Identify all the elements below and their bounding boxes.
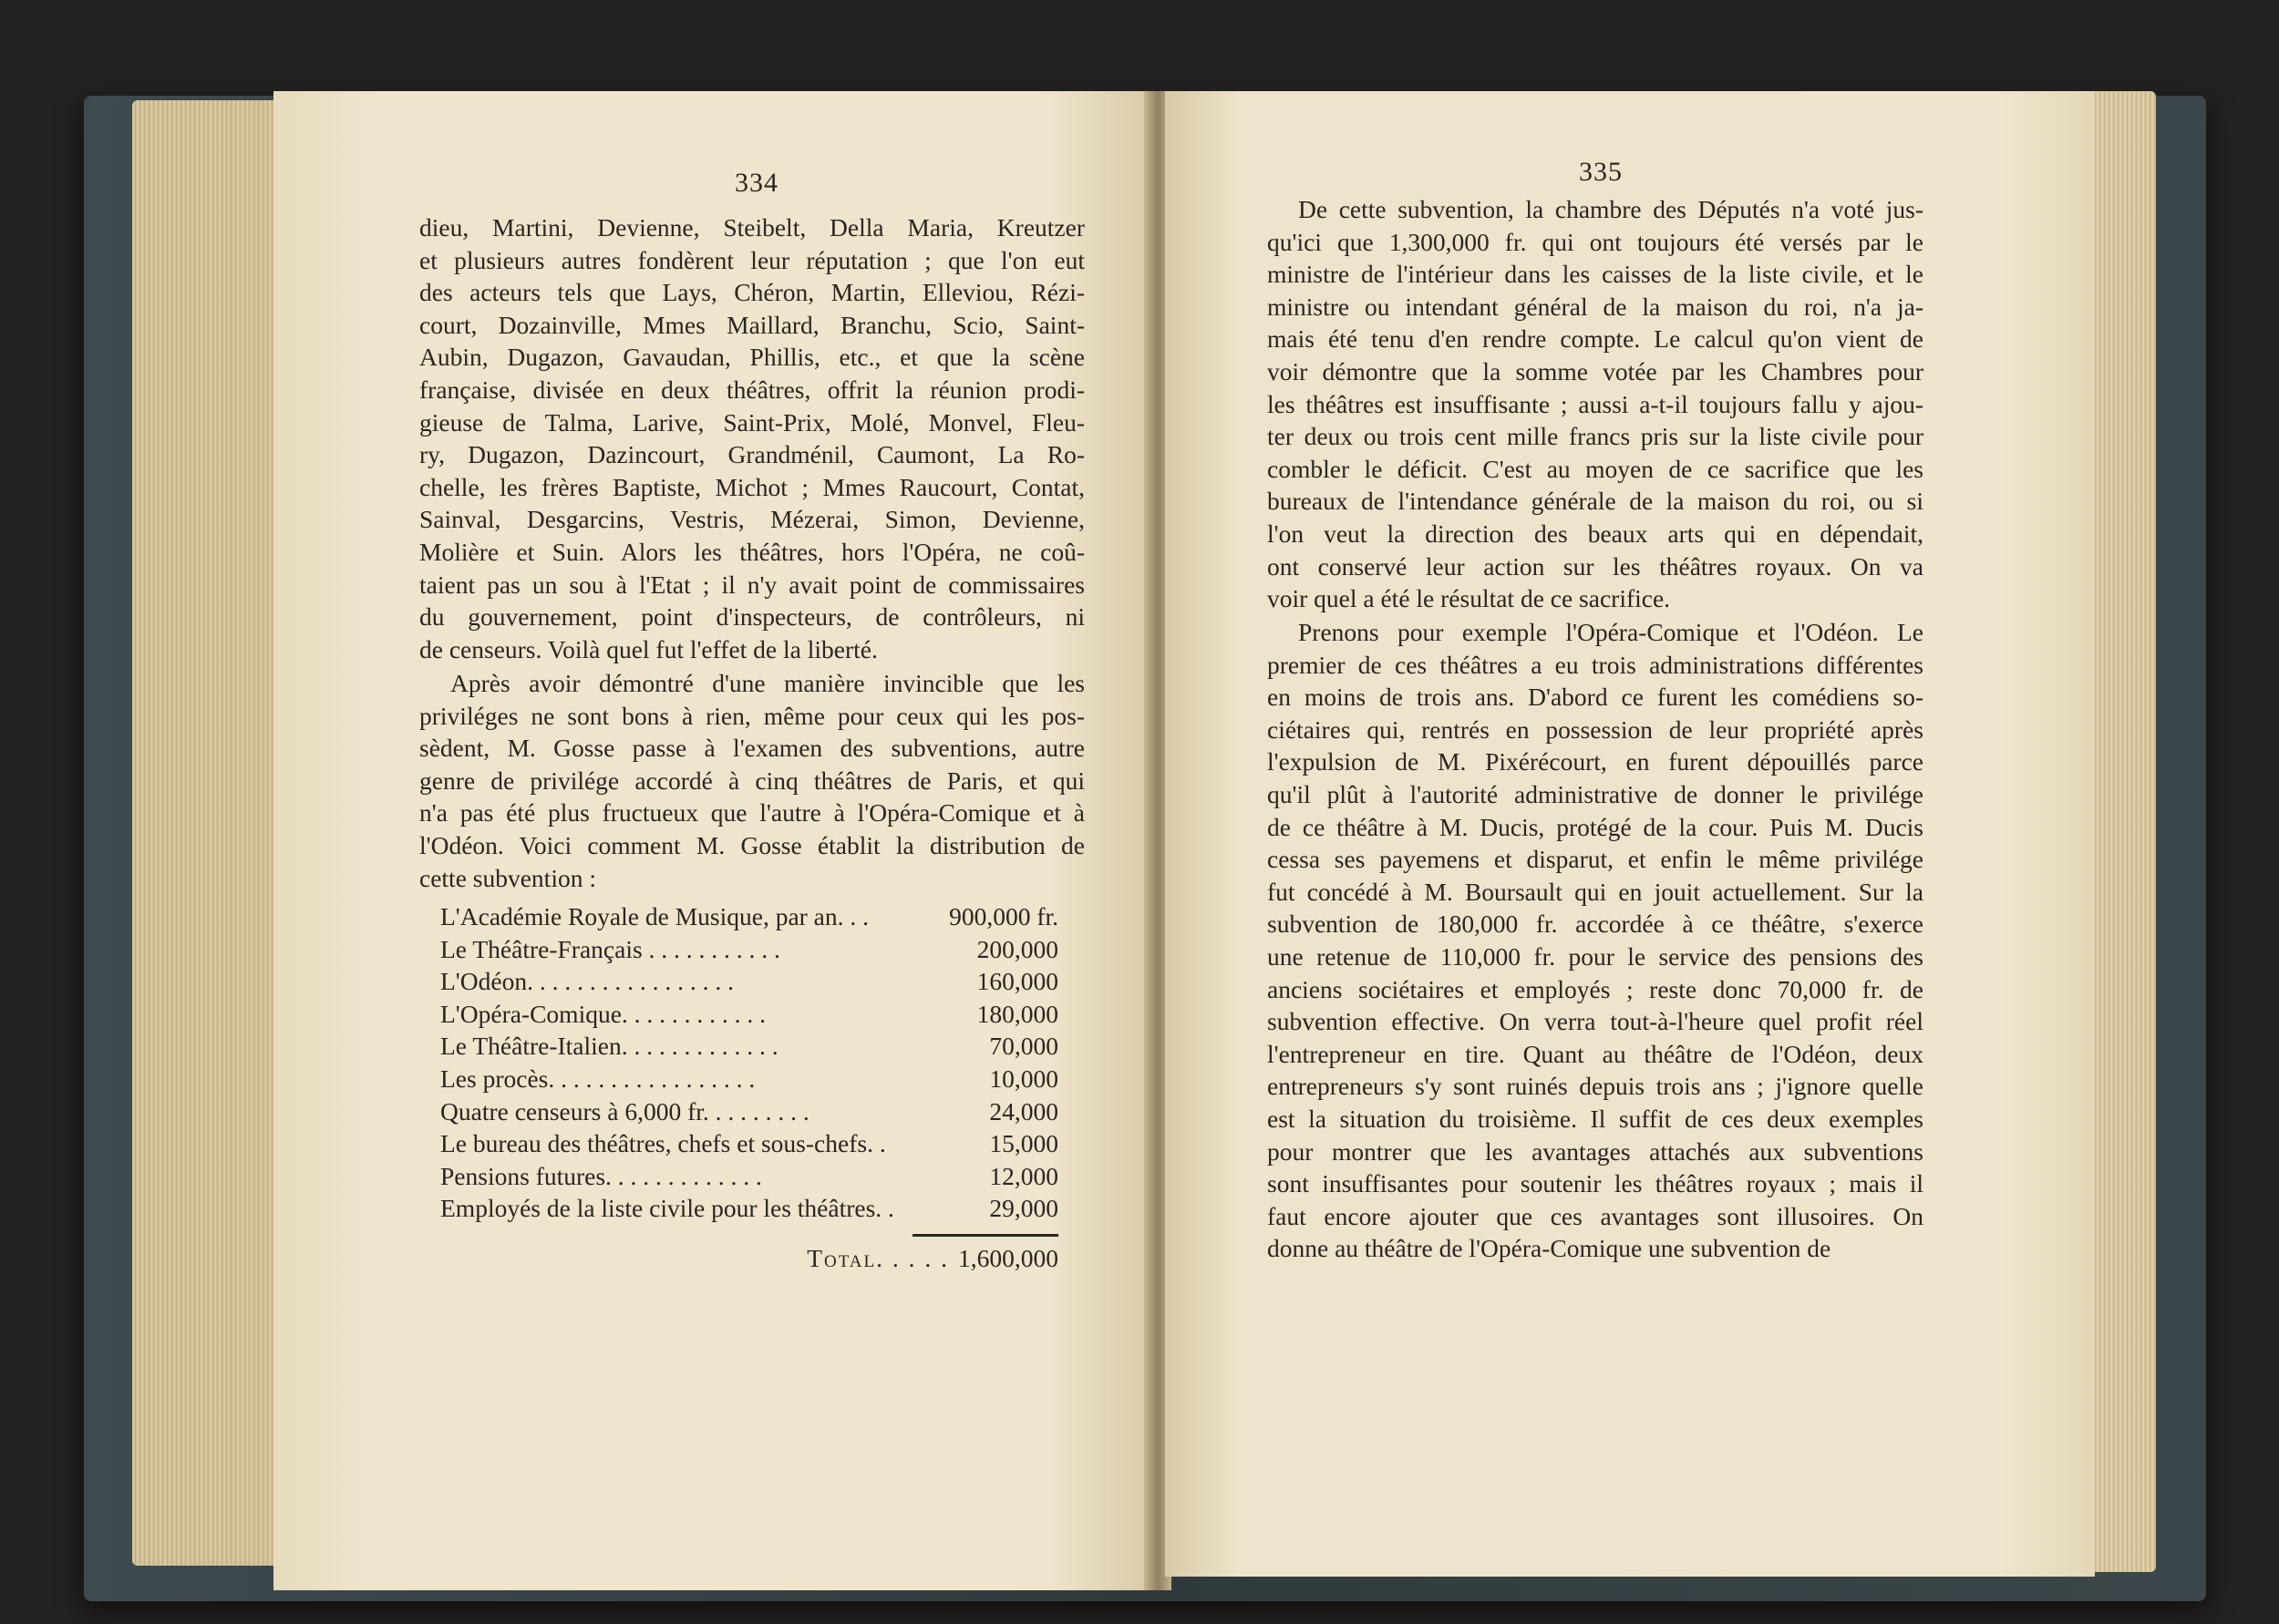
text-line: du gouvernement, point d'inspecteurs, de contrôleurs, ni — [419, 602, 1085, 632]
text-line: taient pas un sou à l'Etat ; il n'y avait point de commissaires — [419, 570, 1085, 599]
text-line: ministre de l'intérieur dans les caisses de la liste civile, et le — [1267, 260, 1923, 289]
table-row-amount: 200,000 — [976, 934, 1058, 963]
table-row-label: Employés de la liste civile pour les théâtres. . — [440, 1194, 894, 1223]
text-line: Aubin, Dugazon, Gavaudan, Phillis, etc., et que la scène — [419, 343, 1085, 372]
table-row-label: L'Opéra-Comique. . . . . . . . . . . . — [440, 999, 767, 1028]
text-line: gieuse de Talma, Larive, Saint-Prix, Molé, Monvel, Fleu- — [419, 407, 1085, 437]
text-line: une retenue de 110,000 fr. pour le service des pensions des — [1267, 941, 1923, 971]
text-line: donne au théâtre de l'Opéra-Comique une subvention de — [1267, 1234, 1831, 1263]
table-row-amount: 10,000 — [989, 1064, 1058, 1093]
text-line: dieu, Martini, Devienne, Steibelt, Della Maria, Kreutzer — [419, 213, 1085, 242]
table-row — [440, 965, 1058, 998]
text-line: ry, Dugazon, Dazincourt, Grandménil, Caumont, La Ro- — [419, 440, 1085, 469]
table-row-amount: 15,000 — [989, 1129, 1058, 1158]
text-line: subvention de 180,000 fr. accordée à ce théâtre, s'exerce — [1267, 910, 1923, 939]
total-row — [440, 1242, 1058, 1275]
table-row — [440, 998, 1058, 1031]
text-line: Après avoir démontré d'une manière invincible que les — [450, 669, 1085, 697]
text-line: Sainval, Desgarcins, Vestris, Mézerai, Simon, Devienne, — [419, 505, 1085, 534]
table-row-label: Le bureau des théâtres, chefs et sous-chefs. . — [440, 1129, 886, 1158]
left-page — [273, 91, 1150, 1590]
right-page-edges — [2088, 91, 2156, 1572]
table-row-amount: 900,000 fr. — [949, 902, 1058, 930]
total-rule — [913, 1234, 1058, 1237]
text-line: premier de ces théâtres a eu trois administrations différentes — [1267, 650, 1923, 679]
text-line: Molière et Suin. Alors les théâtres, hors l'Opéra, ne coû- — [419, 537, 1085, 566]
table-row-amount: 180,000 — [976, 999, 1058, 1028]
table-row — [440, 1030, 1058, 1063]
text-line: bureaux de l'intendance générale de la maison du roi, ou si — [1267, 487, 1923, 516]
text-line: ministre ou intendant général de la maison du roi, n'a ja- — [1267, 292, 1923, 321]
text-line: des acteurs tels que Lays, Chéron, Martin, Elleviou, Rézi- — [419, 278, 1085, 307]
text-line: ter deux ou trois cent mille francs pris sur la liste civile pour — [1267, 422, 1923, 451]
text-line: subvention effective. On verra tout-à-l'heure quel profit réel — [1267, 1007, 1923, 1036]
table-row — [440, 1063, 1058, 1095]
table-row-label: Quatre censeurs à 6,000 fr. . . . . . . . . — [440, 1096, 810, 1125]
table-row — [440, 1095, 1058, 1128]
text-line: l'Odéon. Voici comment M. Gosse établit la distribution de — [419, 830, 1085, 859]
right-page — [1165, 91, 2095, 1577]
table-row-amount: 29,000 — [989, 1194, 1058, 1223]
total-amount: 1,600,000 — [958, 1243, 1058, 1272]
text-line: qu'ici que 1,300,000 fr. qui ont toujours été versés par le — [1267, 227, 1923, 256]
text-line: qu'il plût à l'autorité administrative de donner le privilége — [1267, 779, 1923, 808]
table-row-label: L'Odéon. . . . . . . . . . . . . . . . . — [440, 967, 734, 996]
text-line: sont insuffisantes pour soutenir les théâtres royaux ; mais il — [1267, 1169, 1923, 1198]
text-line: combler le déficit. C'est au moyen de ce sacrifice que les — [1267, 454, 1923, 483]
text-line: priviléges ne sont bons à rien, même pour ceux qui les pos- — [419, 701, 1085, 730]
table-row-amount: 24,000 — [989, 1096, 1058, 1125]
text-line: française, divisée en deux théâtres, offrit la réunion prodi- — [419, 375, 1085, 404]
text-line: est la situation du troisième. Il suffit de ces deux exemples — [1267, 1104, 1923, 1133]
right-page-number: 335 — [1579, 157, 1623, 187]
text-line: ciétaires qui, rentrés en possession de leur propriété après — [1267, 714, 1923, 744]
text-line: anciens sociétaires et employés ; reste donc 70,000 fr. de — [1267, 974, 1923, 1003]
text-line: sèdent, M. Gosse passe à l'examen des subventions, autre — [419, 734, 1085, 763]
right-paragraph-1 — [1267, 193, 1923, 615]
text-line: l'on veut la direction des beaux arts qui en dépendait, — [1267, 519, 1923, 548]
text-line: voir démontre que la somme votée par les Chambres pour — [1267, 356, 1923, 385]
table-row-amount: 12,000 — [989, 1161, 1058, 1190]
table-row-label: Le Théâtre-Italien. . . . . . . . . . . . . — [440, 1032, 779, 1061]
text-line: de censeurs. Voilà quel fut l'effet de la liberté. — [419, 634, 878, 663]
subvention-table — [440, 900, 1058, 1275]
text-line: les théâtres est insuffisante ; aussi a-t-il toujours fallu y ajou- — [1267, 389, 1923, 418]
total-label: Total. . . . . — [807, 1243, 949, 1272]
text-line: de ce théâtre à M. Ducis, protégé de la cour. Puis M. Ducis — [1267, 812, 1923, 841]
text-line: fut concédé à M. Boursault qui en jouit actuellement. Sur la — [1267, 877, 1923, 906]
left-paragraph-1 — [419, 211, 1085, 665]
left-page-number: 334 — [735, 168, 779, 198]
table-row — [440, 933, 1058, 966]
table-row-label: Les procès. . . . . . . . . . . . . . . . . — [440, 1064, 756, 1093]
text-line: voir quel a été le résultat de ce sacrifice. — [1267, 584, 1671, 613]
text-line: genre de privilége accordé à cinq théâtres de Paris, et qui — [419, 766, 1085, 795]
text-line: De cette subvention, la chambre des Députés n'a voté jus- — [1298, 195, 1923, 223]
subvention-rows — [440, 900, 1058, 1225]
text-line: entrepreneurs s'y sont ruinés depuis trois ans ; j'ignore quelle — [1267, 1072, 1923, 1101]
right-paragraph-2 — [1267, 616, 1923, 1265]
text-line: court, Dozainville, Mmes Maillard, Branchu, Scio, Saint- — [419, 310, 1085, 339]
table-row-amount: 70,000 — [989, 1032, 1058, 1061]
text-line: l'expulsion de M. Pixérécourt, en furent dépouillés parce — [1267, 747, 1923, 776]
text-line: ont conservé leur action sur les théâtres royaux. On va — [1267, 551, 1923, 581]
text-line: en moins de trois ans. D'abord ce furent les comédiens so- — [1267, 683, 1923, 712]
left-page-edges — [132, 100, 278, 1566]
text-line: mais été tenu d'en rendre compte. Le calcul qu'on vient de — [1267, 324, 1923, 354]
table-row — [440, 900, 1058, 933]
text-line: n'a pas été plus fructueux que l'autre à l'Opéra-Comique et à — [419, 798, 1085, 827]
left-paragraph-2 — [419, 667, 1085, 894]
text-line: chelle, les frères Baptiste, Michot ; Mmes Raucourt, Contat, — [419, 472, 1085, 501]
text-line: et plusieurs autres fondèrent leur réputation ; que l'on eut — [419, 245, 1085, 274]
table-row — [440, 1192, 1058, 1225]
text-line: cessa ses payemens et disparut, et enfin le même privilége — [1267, 845, 1923, 874]
table-row-label: Le Théâtre-Français . . . . . . . . . . . — [440, 934, 780, 963]
table-row — [440, 1127, 1058, 1160]
text-line: cette subvention : — [419, 863, 596, 892]
text-line: pour montrer que les avantages attachés aux subventions — [1267, 1136, 1923, 1166]
table-row-amount: 160,000 — [976, 967, 1058, 996]
text-line: Prenons pour exemple l'Opéra-Comique et l'Odéon. Le — [1298, 618, 1923, 646]
table-row-label: Pensions futures. . . . . . . . . . . . . — [440, 1161, 762, 1190]
text-line: faut encore ajouter que ces avantages sont illusoires. On — [1267, 1201, 1923, 1230]
table-row-label: L'Académie Royale de Musique, par an. . . — [440, 902, 870, 930]
text-line: l'entrepreneur en tire. Quant au théâtre de l'Odéon, deux — [1267, 1039, 1923, 1068]
table-row — [440, 1160, 1058, 1193]
